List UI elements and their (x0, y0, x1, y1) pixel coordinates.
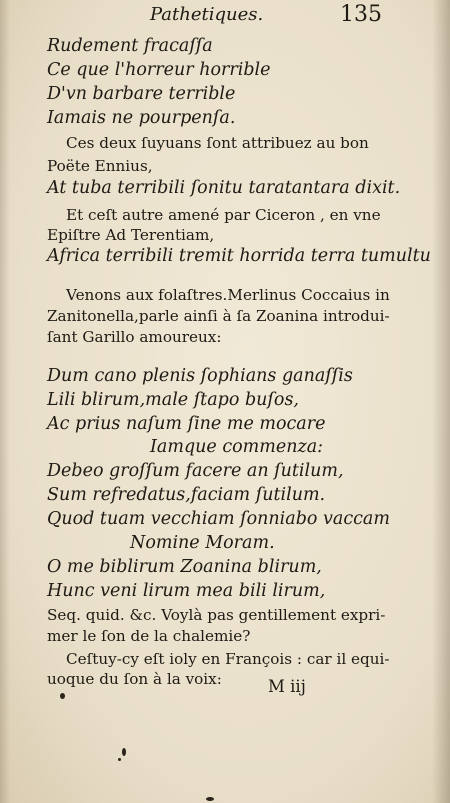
verse-line: Quod tuam vecchiam ſonniabo vaccam (47, 509, 390, 529)
ink-blot (60, 693, 65, 699)
prose-line: Ceſtuy-cy eſt ioly en François : car il equi- (66, 650, 390, 668)
quotation-line: At tuba terribili ſonitu taratantara dixit. (47, 178, 401, 198)
verse-line: Lili blirum,male ſtapo buſos, (47, 390, 299, 410)
prose-line: Ces deux ſuyuans ſont attribuez au bon (66, 134, 369, 152)
prose-line: mer le ſon de la chalemie? (47, 627, 251, 645)
verse-line: Dum cano plenis ſophians ganaſſis (47, 366, 353, 386)
prose-line: Venons aux folaſtres.Merlinus Coccaius in (66, 286, 390, 304)
gutter-shadow (0, 0, 10, 803)
ink-blot (122, 748, 126, 756)
signature-mark: M iij (268, 677, 306, 696)
verse-line: O me biblirum Zoanina blirum, (47, 557, 322, 577)
prose-line: Seq. quid. &c. Voylà pas gentillement expri- (47, 606, 386, 624)
prose-line: Poëte Ennius, (47, 157, 153, 175)
prose-line: Zanitonella,parle ainſi à ſa Zoanina introdui- (47, 307, 390, 325)
verse-line: Sum refredatus,faciam ſutilum. (47, 485, 326, 505)
ink-blot (206, 797, 214, 801)
page-number: 135 (340, 2, 382, 27)
prose-line: Epiſtre Ad Terentiam, (47, 226, 215, 244)
verse-line: D'vn barbare terrible (47, 84, 236, 104)
prose-line: Et ceſt autre amené par Ciceron , en vne (66, 206, 381, 224)
quotation-line: Africa terribili tremit horrida terra tumultu (47, 246, 431, 266)
verse-line: Hunc veni lirum mea bili lirum, (47, 581, 326, 601)
running-header: Pathetiques. (150, 4, 264, 25)
ink-blot (118, 758, 121, 761)
verse-line: Debeo groſſum facere an ſutilum, (47, 461, 344, 481)
verse-line: Ce que l'horreur horrible (47, 60, 271, 80)
verse-line: Nomine Moram. (130, 533, 275, 553)
verse-line: Iamais ne pourpenſa. (47, 108, 236, 128)
edge-shadow (432, 0, 450, 803)
verse-line: Ac prius naſum ſine me mocare (47, 414, 326, 434)
verse-line: Iamque commenza: (150, 437, 324, 457)
prose-line: ſant Garillo amoureux: (47, 328, 222, 346)
prose-line: uoque du ſon à la voix: (47, 670, 222, 688)
verse-line: Rudement fracaſſa (47, 36, 213, 56)
